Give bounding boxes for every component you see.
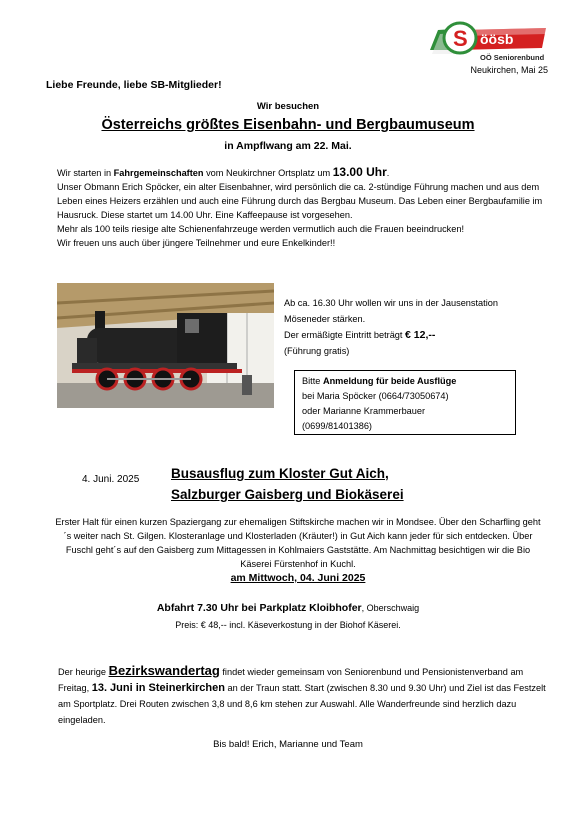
locomotive-photo bbox=[57, 283, 274, 408]
event1-description bbox=[57, 165, 547, 250]
closing-signature: Bis bald! Erich, Marianne und Team bbox=[213, 739, 363, 750]
contact-maria: bei Maria Spöcker (0664/73050674) bbox=[302, 391, 449, 401]
admission-info: Der ermäßigte Eintritt beträgt € 12,-- bbox=[284, 329, 436, 341]
event3-title: Bezirkswandertag bbox=[108, 663, 220, 678]
event1-paragraph: Unser Obmann Erich Spöcker, ein alter Eisenbahner, wird persönlich die ca. 2-stündige Führung machen und aus dem Leben eines Heizers erzählen und auch eine Führung durch das Bergbau Museum. Das Leben einer Bergbaufamilie im Hausruck. Diese startet um 14.00 Uhr. Eine Kaffeepause ist vorgesehen. bbox=[57, 182, 543, 220]
admission-price: € 12,-- bbox=[405, 329, 436, 341]
event2-price: Preis: € 48,-- incl. Käseverkostung in der Biohof Käserei. bbox=[175, 620, 401, 630]
logo-text: öösb bbox=[480, 31, 514, 47]
start-time: 13.00 Uhr bbox=[332, 165, 387, 179]
event1-intro: Wir besuchen bbox=[256, 101, 320, 112]
event2-title: Busausflug zum Kloster Gut Aich, Salzburger Gaisberg und Biokäserei bbox=[171, 466, 404, 502]
jausen-info: Ab ca. 16.30 Uhr wollen wir uns in der Jausenstation Möseneder stärken. bbox=[284, 298, 498, 324]
event2-description: Erster Halt für einen kurzen Spaziergang zur ehemaligen Stiftskirche machen wir in Mondsee. Über den Scharfling geht´s weiter nach St. Gilgen. Klosteranlage und Klosterladen (Kräuter!) in Gut Aich kann jeder für sich entdecken. Über Fuschl geht´s auf den Gaisberg zum Mittagessen in Kohlmaiers Gaststätte. Am Nachmittag besichtigen wir die Bio Käserei Fürstenhof in Kuchl. am Mittwoch, 04. Juni 2025 bbox=[55, 517, 541, 584]
event1-side-info bbox=[284, 295, 544, 359]
event1-start-line: Wir starten in Fahrgemeinschaften vom Neukirchner Ortsplatz um 13.00 Uhr. bbox=[57, 165, 390, 179]
registration-heading: Anmeldung für beide Ausflüge bbox=[322, 376, 457, 386]
logo-subtext: OÖ Seniorenbund bbox=[480, 53, 545, 62]
event1-title: Österreichs größtes Eisenbahn- und Bergbaumuseum bbox=[101, 117, 475, 133]
event1-paragraph: Mehr als 100 teils riesige alte Schienenfahrzeuge werden vermutlich auch die Frauen beeindrucken! bbox=[57, 224, 465, 234]
event2-departure: Abfahrt 7.30 Uhr bei Parkplatz Kloibhofer, Oberschwaig bbox=[156, 602, 420, 614]
contact-marianne: oder Marianne Krammerbauer bbox=[302, 406, 426, 416]
registration-box: Bitte Anmeldung für beide Ausflüge bei Maria Spöcker (0664/73050674) oder Marianne Krammerbauer (0699/81401386) bbox=[294, 370, 516, 435]
event1-paragraph: Wir freuen uns auch über jüngere Teilnehmer und eure Enkelkinder!! bbox=[57, 238, 336, 248]
event2-when: am Mittwoch, 04. Juni 2025 bbox=[230, 572, 366, 584]
place-date: Neukirchen, Mai 25 bbox=[470, 65, 548, 75]
contact-marianne-phone: (0699/81401386) bbox=[302, 421, 372, 431]
event1-subtitle: in Ampflwang am 22. Mai. bbox=[224, 140, 352, 152]
tour-free-info: (Führung gratis) bbox=[284, 346, 350, 356]
greeting: Liebe Freunde, liebe SB-Mitglieder! bbox=[46, 79, 222, 91]
oosb-logo bbox=[430, 20, 548, 66]
event3-date: 13. Juni in Steinerkirchen bbox=[91, 682, 225, 694]
event3-description: Der heurige Bezirkswandertag findet wieder gemeinsam von Seniorenbund und Pensionistenverband am Freitag, 13. Juni in Steinerkirchen an der Traun statt. Start (zwischen 8.30 und 9.30 Uhr) und Ziel ist das Festzelt am Sportplatz. Drei Routen zwischen 3,8 und 8,6 km stehen zur Auswahl. Alle Wanderfreunde sind herzlich dazu eingeladen. bbox=[58, 663, 546, 725]
svg-text:S: S bbox=[453, 26, 468, 51]
event2-date: 4. Juni. 2025 bbox=[82, 474, 140, 485]
